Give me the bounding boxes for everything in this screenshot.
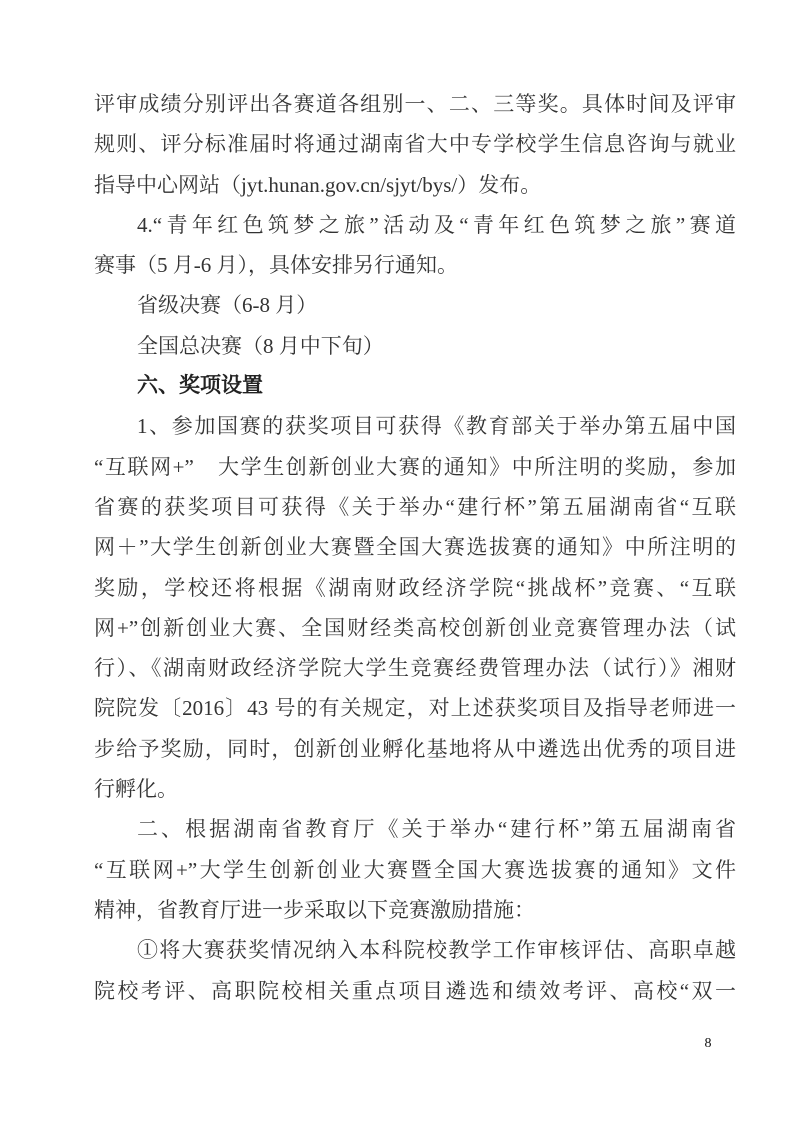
text-line: 二、根据湖南省教育厅《关于举办“建行杯”第五届湖南省: [137, 817, 736, 842]
page-number: 8: [704, 1036, 712, 1051]
text-line: “互联网+” 大学生创新创业大赛的通知》中所注明的奖励，参加: [94, 454, 736, 479]
text-line: 指导中心网站（jyt.hunan.gov.cn/sjyt/bys/）发布。: [94, 172, 542, 197]
text-line: 评审成绩分别评出各赛道各组别一、二、三等奖。具体时间及评审: [94, 92, 736, 116]
text-line: 步给予奖励，同时，创新创业孵化基地将从中遴选出优秀的项目进: [94, 736, 736, 761]
text-line: 1、参加国赛的获奖项目可获得《教育部关于举办第五届中国: [137, 414, 736, 439]
text-line: 全国总决赛（8 月中下旬）: [137, 333, 384, 358]
text-line: 行）、《湖南财政经济学院大学生竞赛经费管理办法（试行）》湘财: [94, 656, 736, 681]
text-line: “互联网+”大学生创新创业大赛暨全国大赛选拔赛的通知》文件: [94, 857, 736, 882]
text-line: 省赛的获奖项目可获得《关于举办“建行杯”第五届湖南省“互联: [94, 494, 736, 519]
text-line: 精神，省教育厅进一步采取以下竞赛激励措施：: [94, 897, 535, 922]
text-line: 网＋”大学生创新创业大赛暨全国大赛选拔赛的通知》中所注明的: [94, 535, 736, 560]
text-line: 规则、评分标准届时将通过湖南省大中专学校学生信息咨询与就业: [94, 132, 736, 157]
text-line: 院院发〔2016〕43 号的有关规定，对上述获奖项目及指导老师进一: [94, 696, 736, 721]
text-line: 院校考评、高职院校相关重点项目遴选和绩效考评、高校“双一: [94, 978, 736, 1003]
section-heading-awards: 六、奖项设置: [137, 374, 263, 398]
text-line: 赛事（5 月-6 月），具体安排另行通知。: [94, 253, 458, 278]
text-line: 行孵化。: [94, 777, 178, 802]
text-line: 奖励，学校还将根据《湖南财政经济学院“挑战杯”竞赛、“互联: [94, 575, 736, 600]
text-line: 省级决赛（6-8 月）: [137, 293, 318, 318]
text-line: ①将大赛获奖情况纳入本科院校教学工作审核评估、高职卓越: [137, 938, 736, 963]
text-line: 4.“青年红色筑梦之旅”活动及“青年红色筑梦之旅”赛道: [137, 212, 736, 237]
text-line: 网+”创新创业大赛、全国财经类高校创新创业竞赛管理办法（试: [94, 615, 736, 640]
document-body: [94, 84, 736, 1011]
